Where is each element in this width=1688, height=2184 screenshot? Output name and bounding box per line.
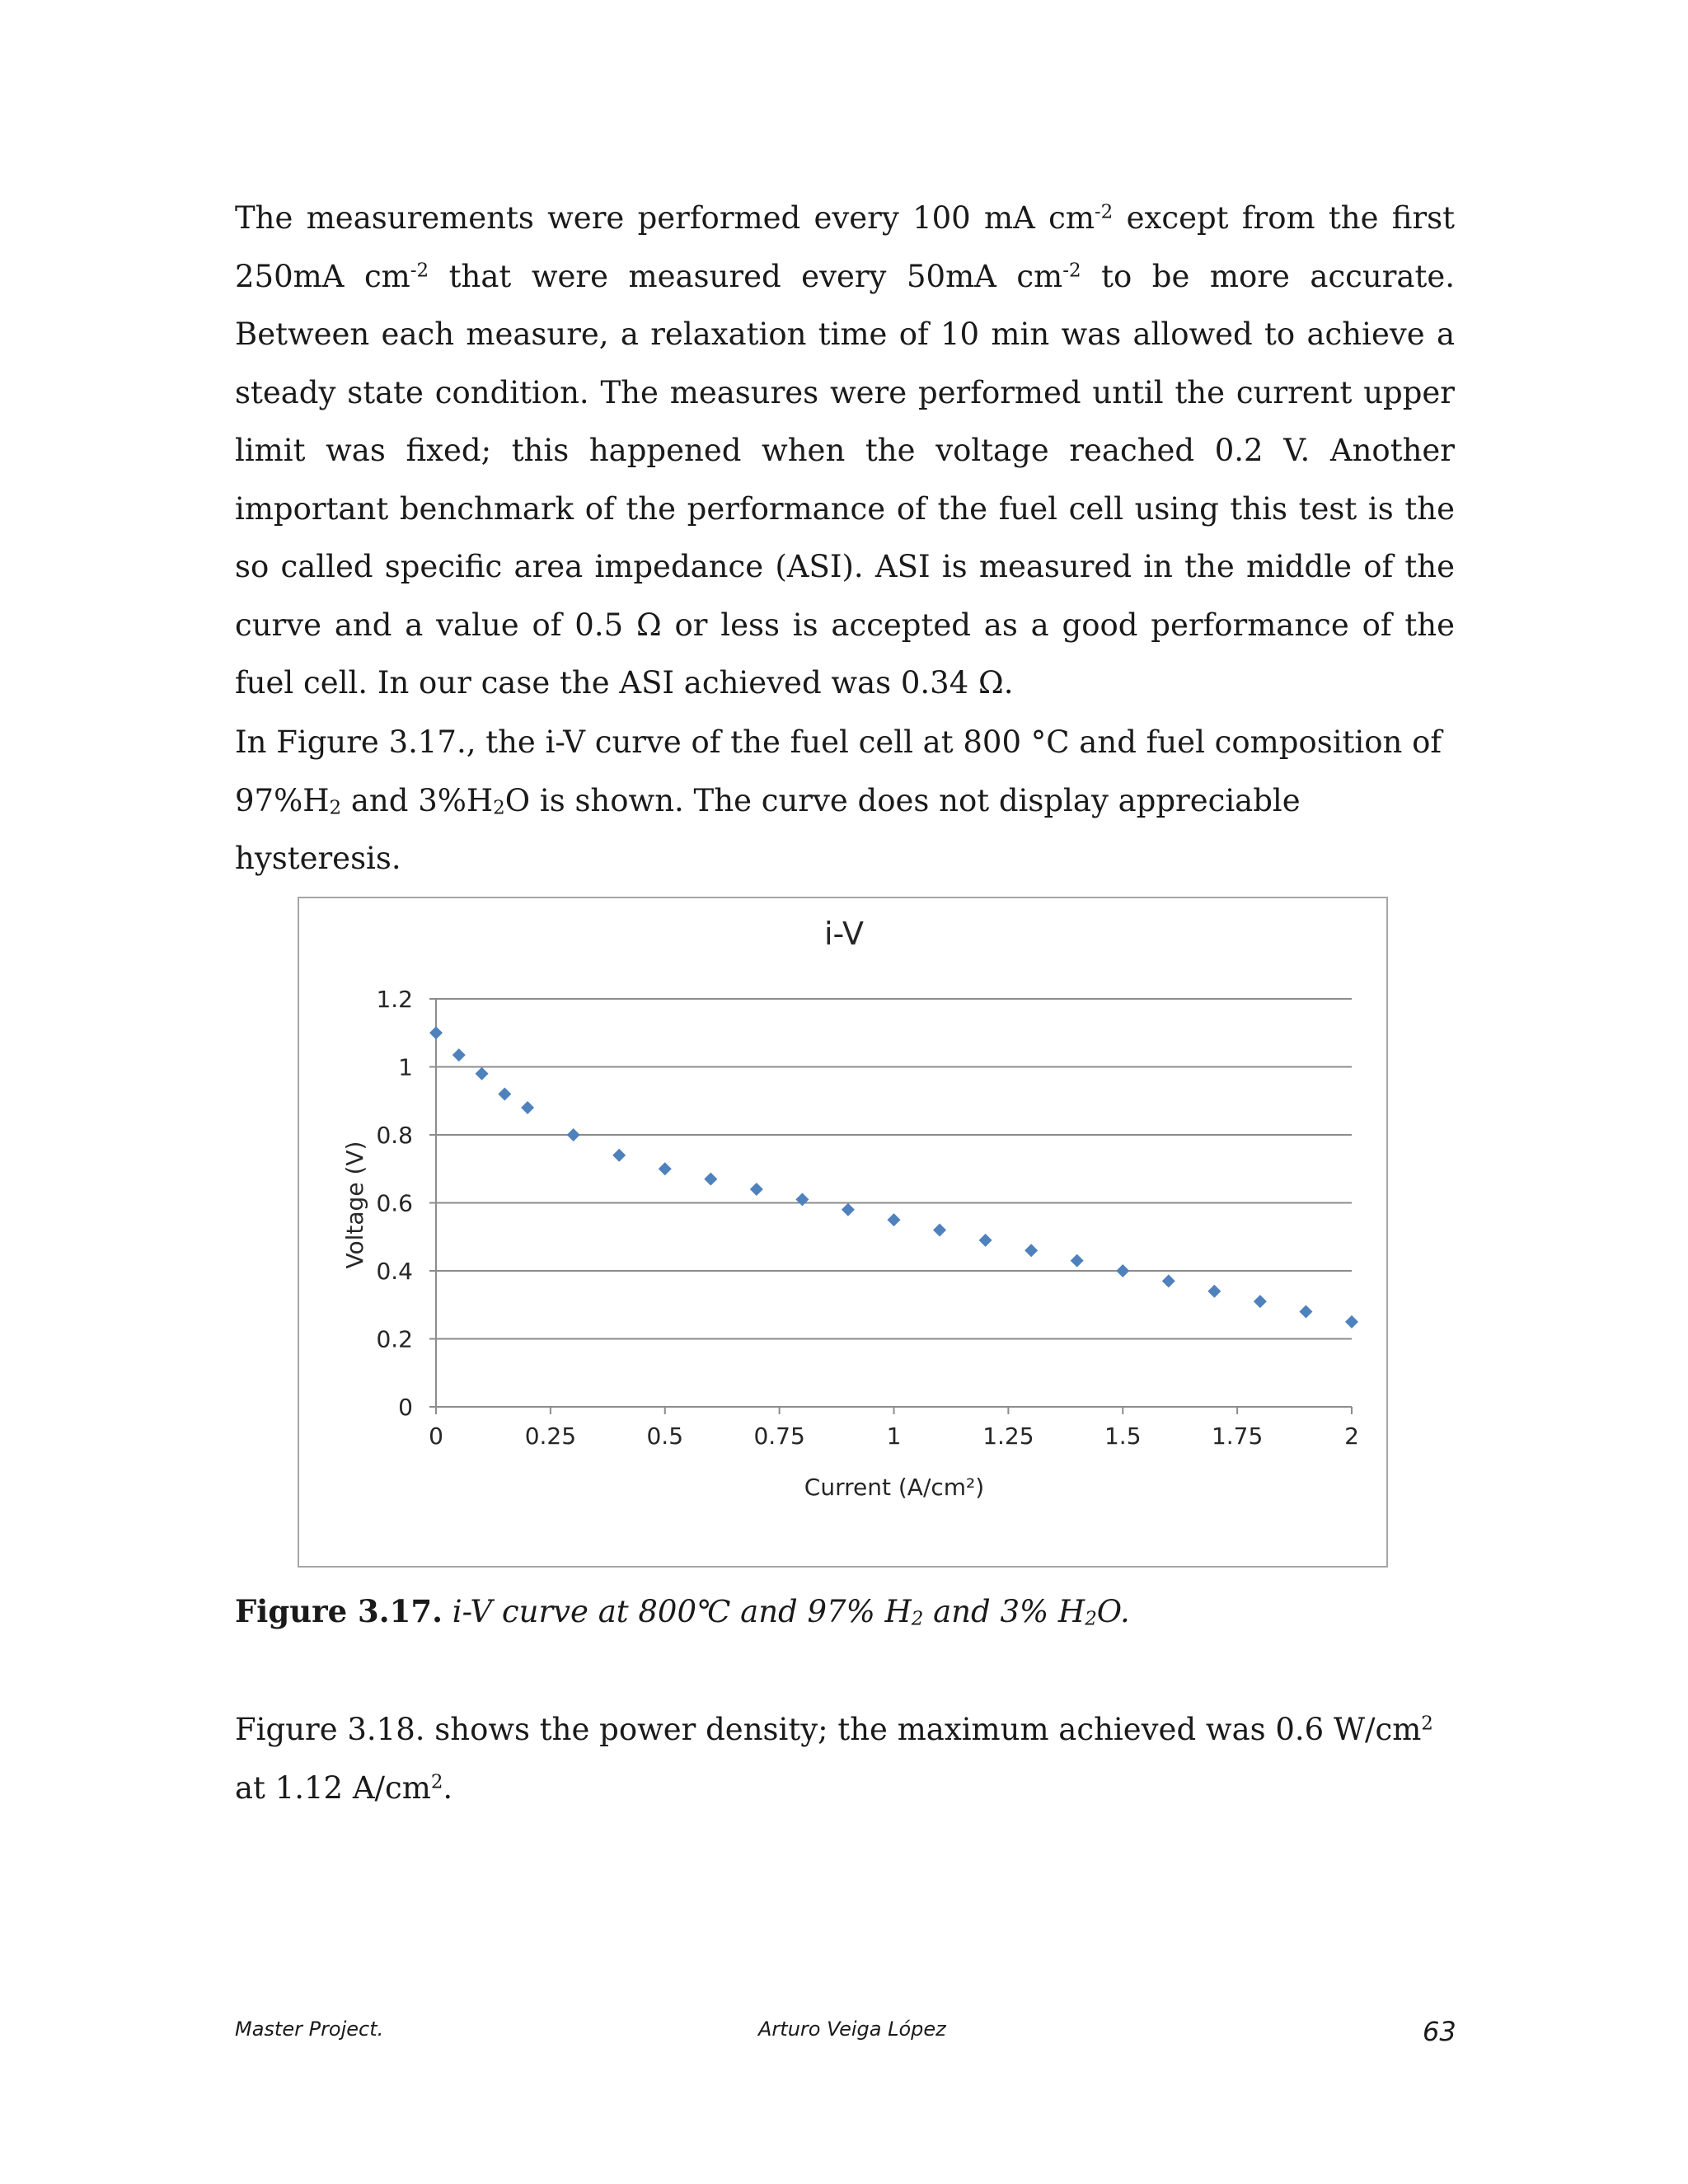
text-run: In Figure 3.17., the i-V curve of the fuel cell at 800 °C and fuel composition of 97%H	[235, 724, 1442, 818]
data-points	[429, 1026, 1358, 1329]
data-point	[979, 1234, 992, 1247]
superscript: -2	[1094, 201, 1114, 223]
subscript: 2	[1085, 1608, 1097, 1630]
data-point	[795, 1193, 809, 1206]
iv-chart-figure	[298, 897, 1388, 1568]
paragraph-figure-intro	[235, 714, 1455, 888]
text-run: .	[443, 1769, 453, 1806]
footer-project: Master Project.	[235, 2018, 384, 2041]
x-tick-label: 1.5	[1104, 1422, 1142, 1450]
data-point	[659, 1162, 672, 1175]
y-tick-label: 0	[398, 1394, 413, 1421]
text-run: Figure 3.18. shows the power density; the maximum achieved was 0.6 W/cm	[235, 1712, 1422, 1747]
data-point	[704, 1173, 717, 1186]
text-run: at 1.12 A/cm	[235, 1769, 431, 1806]
superscript: 2	[430, 1770, 443, 1793]
y-axis-label: Voltage (V)	[341, 1141, 368, 1269]
y-tick-label: 0.8	[376, 1122, 413, 1149]
tick-labels	[376, 986, 1358, 1450]
figure-caption	[235, 1591, 1455, 1633]
data-point	[888, 1213, 901, 1226]
superscript: -2	[1062, 259, 1081, 281]
x-tick-label: 0.75	[753, 1422, 805, 1450]
y-tick-label: 0.2	[376, 1325, 413, 1353]
subscript: 2	[329, 796, 342, 818]
paragraph-power-density	[235, 1701, 1455, 1817]
text-run: and 3% H	[923, 1594, 1085, 1629]
data-point	[498, 1088, 511, 1101]
data-point	[476, 1067, 489, 1080]
superscript: 2	[1421, 1713, 1433, 1735]
data-point	[1071, 1254, 1084, 1268]
data-point	[567, 1128, 580, 1141]
x-tick-label: 0.5	[646, 1422, 684, 1450]
y-tick-label: 0.6	[376, 1189, 413, 1217]
x-tick-label: 1	[886, 1422, 902, 1450]
iv-chart	[299, 898, 1390, 1569]
text-run: O.	[1096, 1594, 1130, 1629]
paragraph-measurements	[235, 190, 1455, 713]
text-run: except from the first 250mA cm	[235, 200, 1455, 294]
data-point	[429, 1026, 443, 1039]
subscript: 2	[493, 796, 505, 818]
superscript: -2	[410, 259, 429, 281]
data-point	[1299, 1305, 1312, 1319]
data-point	[1025, 1244, 1038, 1257]
data-point	[521, 1101, 534, 1114]
x-axis-label: Current (A/cm²)	[804, 1474, 985, 1501]
text-run: O is shown. The curve does not display appreciable hysteresis.	[235, 782, 1301, 876]
x-tick-label: 1.25	[982, 1422, 1034, 1450]
data-point	[452, 1048, 466, 1062]
chart-title: i-V	[823, 916, 865, 952]
data-point	[612, 1149, 626, 1162]
data-point	[1116, 1264, 1129, 1277]
data-point	[1345, 1315, 1358, 1329]
x-tick-label: 2	[1344, 1422, 1359, 1450]
text-run: to be more accurate. Between each measure, a relaxation time of 10 min was allowed to achieve a steady state condition. The measures were performed until the current upper limit was fixed; this happened when the voltage reached 0.2 V. Another important benchmark of the performance of the fuel cell using this test is the so called specific area impedance (ASI). ASI is measured in the middle of the curve and a value of 0.5 Ω or less is accepted as a good performance of the fuel cell. In our case the ASI achieved was 0.34 Ω.	[235, 258, 1456, 701]
caption-label: Figure 3.17.	[235, 1593, 443, 1629]
y-tick-label: 0.4	[376, 1258, 413, 1285]
text-run: The measurements were performed every 100 mA cm	[235, 200, 1095, 236]
data-point	[1254, 1295, 1267, 1308]
data-point	[1207, 1285, 1221, 1298]
y-tick-label: 1.2	[376, 986, 413, 1013]
x-tick-label: 1.75	[1211, 1422, 1264, 1450]
page-number: 63	[1423, 2016, 1456, 2047]
y-tick-label: 1	[398, 1053, 413, 1081]
data-point	[750, 1183, 763, 1196]
text-run: that were measured every 50mA cm	[429, 258, 1063, 294]
footer-author: Arturo Veiga López	[758, 2018, 946, 2041]
subscript: 2	[911, 1608, 924, 1630]
text-run: and 3%H	[341, 782, 494, 818]
data-point	[1162, 1274, 1175, 1287]
axes	[429, 999, 1352, 1414]
x-tick-label: 0.25	[524, 1422, 577, 1450]
x-tick-label: 0	[429, 1422, 443, 1450]
data-point	[842, 1203, 855, 1216]
text-run: i-V curve at 800℃ and 97% H	[443, 1594, 912, 1629]
data-point	[933, 1224, 946, 1237]
